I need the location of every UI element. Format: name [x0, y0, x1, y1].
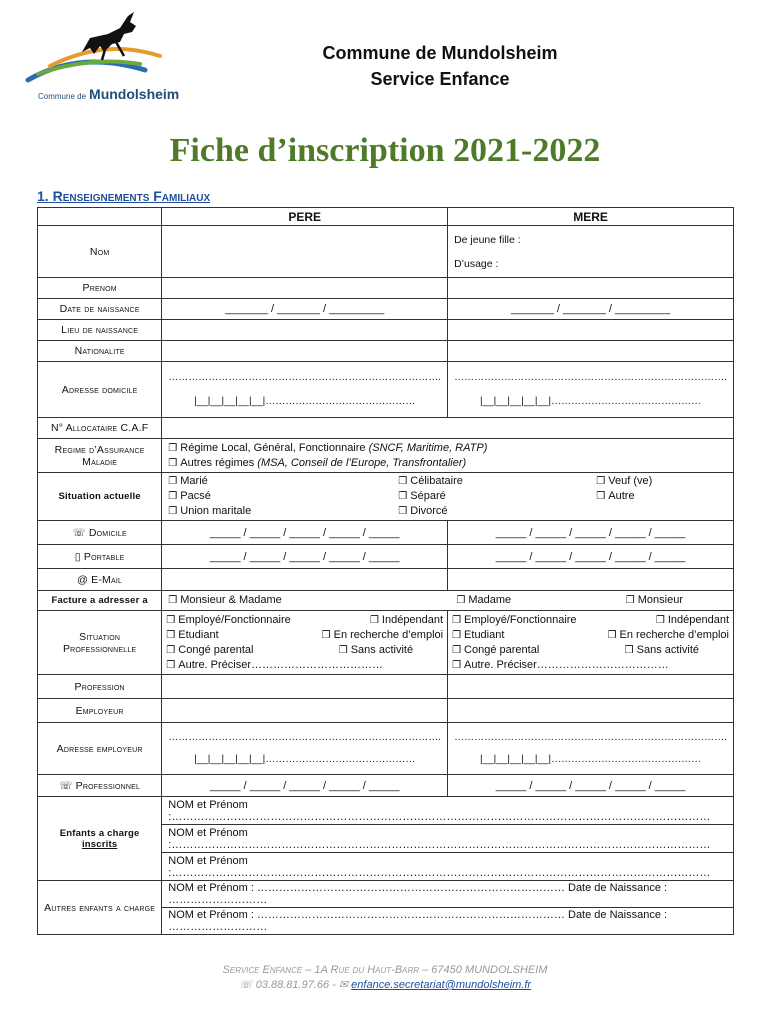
facture-options — [162, 591, 734, 611]
situation-union-checkbox[interactable]: ❒ Union maritale — [168, 505, 252, 517]
mere-usage-label: D’usage : — [454, 257, 499, 270]
pere-portable-field[interactable]: _____ / _____ / _____ / _____ / _____ — [162, 545, 448, 569]
pere-situation-pro — [162, 611, 448, 675]
label-professionnel: ☏ Professionnel — [38, 775, 162, 797]
enfant-inscrit-3-field[interactable]: NOM et Prénom :………………………………………………………………………………………………………………………………… — [162, 853, 734, 881]
facture-monsieur-madame-checkbox[interactable]: ❒ Monsieur & Madame — [168, 594, 282, 606]
logo-wordmark: Commune de Mundolsheim — [38, 86, 180, 102]
pere-date-naissance-field[interactable]: _______ / _______ / _________ — [162, 299, 448, 320]
footer-email-link[interactable]: enfance.secretariat@mundolsheim.fr — [351, 979, 532, 991]
situation-options — [162, 473, 734, 521]
label-situation: Situation actuelle — [38, 473, 162, 521]
column-mere: MERE — [448, 208, 734, 226]
mere-recherche-checkbox[interactable]: ❒ En recherche d’emploi — [607, 628, 729, 641]
regime-autres-checkbox[interactable]: ❒ Autres régimes (MSA, Conseil de l’Europe, Transfrontalier) — [168, 456, 467, 469]
pere-autre-checkbox[interactable]: ❒ Autre. Préciser……………………………… — [166, 658, 384, 671]
footer-phone: ☏ 03.88.81.97.66 - — [238, 979, 339, 991]
mere-prenom-field[interactable] — [448, 278, 734, 299]
label-nationalite: Nationalite — [38, 341, 162, 362]
mere-employe-checkbox[interactable]: ❒ Employé/Fonctionnaire — [452, 613, 577, 626]
mere-nom-field[interactable] — [448, 226, 734, 278]
pere-lieu-naissance-field[interactable] — [162, 320, 448, 341]
mail-icon: ✉ — [338, 979, 352, 991]
label-autres-enfants: Autres enfants a charge — [38, 881, 162, 935]
label-allocataire: N° Allocataire C.A.F — [38, 418, 162, 439]
mere-jeune-fille-label: De jeune fille : — [454, 233, 521, 246]
label-adresse: Adresse domicile — [38, 362, 162, 418]
mere-email-field[interactable] — [448, 569, 734, 591]
pere-employe-checkbox[interactable]: ❒ Employé/Fonctionnaire — [166, 613, 291, 626]
pere-employeur-field[interactable] — [162, 699, 448, 723]
page-footer — [0, 963, 770, 993]
label-nom: Nom — [38, 226, 162, 278]
mere-autre-checkbox[interactable]: ❒ Autre. Préciser……………………………… — [452, 658, 669, 671]
facture-madame-checkbox[interactable]: ❒ Madame — [456, 594, 512, 606]
mere-domicile-field[interactable]: _____ / _____ / _____ / _____ / _____ — [448, 521, 734, 545]
situation-pacse-checkbox[interactable]: ❒ Pacsé — [168, 490, 211, 502]
pere-recherche-checkbox[interactable]: ❒ En recherche d’emploi — [321, 628, 444, 641]
situation-divorce-checkbox[interactable]: ❒ Divorcé — [398, 505, 448, 517]
header-service: Service Enfance — [370, 69, 510, 89]
mere-adresse-employeur-field[interactable]: ………………………………………………………………………. |__|__|__|__|__|……………………………………… — [448, 723, 734, 775]
pere-sans-checkbox[interactable]: ❒ Sans activité — [338, 643, 414, 656]
mere-adresse-field[interactable]: ………………………………………………………………………. |__|__|__|__|__|……………………………………… — [448, 362, 734, 418]
mere-date-naissance-field[interactable]: _______ / _______ / _________ — [448, 299, 734, 320]
label-adresse-employeur: Adresse employeur — [38, 723, 162, 775]
pere-etudiant-checkbox[interactable]: ❒ Etudiant — [166, 628, 219, 641]
pere-conge-checkbox[interactable]: ❒ Congé parental — [166, 643, 254, 656]
situation-marie-checkbox[interactable]: ❒ Marié — [168, 475, 208, 487]
allocataire-field[interactable] — [162, 418, 734, 439]
label-employeur: Employeur — [38, 699, 162, 723]
label-portable: ▯ Portable — [38, 545, 162, 569]
situation-veuf-checkbox[interactable]: ❒ Veuf (ve) — [596, 475, 653, 487]
pere-profession-field[interactable] — [162, 675, 448, 699]
mere-lieu-naissance-field[interactable] — [448, 320, 734, 341]
mere-professionnel-field[interactable]: _____ / _____ / _____ / _____ / _____ — [448, 775, 734, 797]
mere-independant-checkbox[interactable]: ❒ Indépendant — [655, 613, 729, 626]
label-date-naissance: Date de naissance — [38, 299, 162, 320]
enfant-inscrit-1-field[interactable]: NOM et Prénom :………………………………………………………………………………………………………………………………… — [162, 797, 734, 825]
page-title: Fiche d’inscription 2021-2022 — [169, 132, 601, 169]
mere-profession-field[interactable] — [448, 675, 734, 699]
label-regime: Regime d’Assurance Maladie — [38, 439, 162, 473]
mere-situation-pro — [448, 611, 734, 675]
header-commune: Commune de Mundolsheim — [322, 43, 558, 63]
label-profession: Profession — [38, 675, 162, 699]
pere-professionnel-field[interactable]: _____ / _____ / _____ / _____ / _____ — [162, 775, 448, 797]
mere-portable-field[interactable]: _____ / _____ / _____ / _____ / _____ — [448, 545, 734, 569]
mere-nationalite-field[interactable] — [448, 341, 734, 362]
mere-conge-checkbox[interactable]: ❒ Congé parental — [452, 643, 540, 656]
mere-etudiant-checkbox[interactable]: ❒ Etudiant — [452, 628, 505, 641]
mere-employeur-field[interactable] — [448, 699, 734, 723]
label-enfants-inscrits: Enfants a charge inscrits — [38, 797, 162, 881]
column-pere: PERE — [162, 208, 448, 226]
mere-sans-checkbox[interactable]: ❒ Sans activité — [624, 643, 699, 656]
situation-autre-checkbox[interactable]: ❒ Autre — [596, 490, 635, 502]
document-header — [280, 40, 600, 92]
situation-celibataire-checkbox[interactable]: ❒ Célibataire — [398, 475, 463, 487]
autre-enfant-1-field[interactable]: NOM et Prénom : ………………………………………………………………………… Date de Naissance : ……………………… — [162, 881, 734, 908]
enfant-inscrit-2-field[interactable]: NOM et Prénom :………………………………………………………………………………………………………………………………… — [162, 825, 734, 853]
pere-nom-field[interactable] — [162, 226, 448, 278]
pere-independant-checkbox[interactable]: ❒ Indépendant — [369, 613, 444, 626]
pere-prenom-field[interactable] — [162, 278, 448, 299]
pere-email-field[interactable] — [162, 569, 448, 591]
label-domicile: ☏ Domicile — [38, 521, 162, 545]
autre-enfant-2-field[interactable]: NOM et Prénom : ………………………………………………………………………… Date de Naissance : ……………………… — [162, 908, 734, 935]
label-prenom: Prenom — [38, 278, 162, 299]
footer-address: Service Enfance – 1A Rue du Haut-Barr – 67450 MUNDOLSHEIM — [222, 964, 548, 976]
label-email: @ E-Mail — [38, 569, 162, 591]
family-form-table — [37, 207, 734, 935]
situation-separe-checkbox[interactable]: ❒ Séparé — [398, 490, 446, 502]
section-heading: 1. Renseignements Familiaux — [37, 188, 211, 204]
regime-options — [162, 439, 734, 473]
label-situation-pro: Situation Professionnelle — [38, 611, 162, 675]
label-lieu-naissance: Lieu de naissance — [38, 320, 162, 341]
pere-adresse-employeur-field[interactable]: ………………………………………………………………………. |__|__|__|__|__|……………………………………… — [162, 723, 448, 775]
footer-contact — [0, 978, 770, 993]
facture-monsieur-checkbox[interactable]: ❒ Monsieur — [625, 594, 683, 606]
regime-local-checkbox[interactable]: ❒ Régime Local, Général, Fonctionnaire (SNCF, Maritime, RATP) — [168, 441, 488, 454]
pere-adresse-field[interactable]: ………………………………………………………………………. |__|__|__|__|__|……………………………………… — [162, 362, 448, 418]
label-facture: Facture a adresser a — [38, 591, 162, 611]
pere-domicile-field[interactable]: _____ / _____ / _____ / _____ / _____ — [162, 521, 448, 545]
pere-nationalite-field[interactable] — [162, 341, 448, 362]
